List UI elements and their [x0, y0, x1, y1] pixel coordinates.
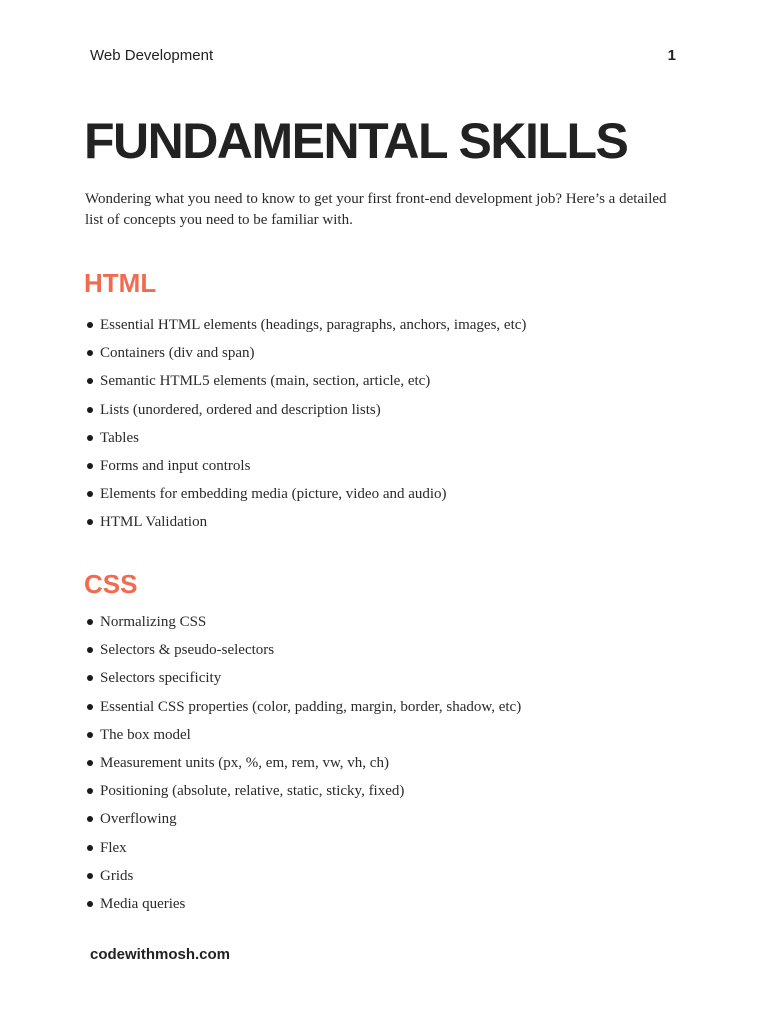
list-item-label: Media queries	[100, 895, 186, 912]
list-item	[84, 611, 521, 639]
list-item-label: Semantic HTML5 elements (main, section, article, etc)	[100, 373, 431, 390]
list-item	[84, 696, 521, 724]
bullet-icon	[87, 704, 93, 710]
bullet-icon	[87, 901, 93, 907]
list-item-label: Grids	[100, 867, 134, 884]
page-title: FUNDAMENTAL SKILLS	[84, 113, 628, 169]
list-item-label: Essential CSS properties (color, padding, margin, border, shadow, etc)	[100, 698, 522, 715]
list-item	[84, 808, 521, 836]
bullet-icon	[87, 647, 93, 653]
bullet-icon	[87, 816, 93, 822]
css-skill-list	[84, 611, 521, 921]
section-heading-css: CSS	[84, 569, 138, 599]
bullet-icon	[87, 407, 93, 413]
list-item-label: Tables	[100, 429, 139, 446]
bullet-icon	[87, 322, 93, 328]
list-item	[84, 837, 521, 865]
list-item	[84, 399, 526, 427]
list-item	[84, 893, 521, 921]
list-item-label: HTML Validation	[100, 514, 208, 531]
list-item	[84, 511, 526, 539]
list-item-label: Elements for embedding media (picture, video and audio)	[100, 486, 447, 503]
list-item	[84, 370, 526, 398]
html-skill-list	[84, 314, 526, 540]
list-item-label: Measurement units (px, %, em, rem, vw, vh, ch)	[100, 754, 389, 771]
page-number: 1	[667, 47, 676, 64]
bullet-icon	[87, 435, 93, 441]
list-item-label: Overflowing	[100, 811, 177, 828]
list-item	[84, 427, 526, 455]
list-item	[84, 865, 521, 893]
list-item-label: Containers (div and span)	[100, 345, 255, 362]
list-item	[84, 667, 521, 695]
list-item-label: Essential HTML elements (headings, paragraphs, anchors, images, etc)	[100, 317, 527, 333]
list-item-label: Flex	[100, 839, 127, 856]
bullet-icon	[87, 788, 93, 794]
bullet-icon	[87, 463, 93, 469]
list-item	[84, 342, 526, 370]
bullet-icon	[87, 675, 93, 681]
intro-paragraph: Wondering what you need to know to get your first front-end development job? Here’s a detailed list of concepts you need to be familiar with.	[85, 191, 667, 228]
bullet-icon	[87, 491, 93, 497]
section-heading-html: HTML	[84, 268, 157, 298]
bullet-icon	[87, 350, 93, 356]
list-item-label: Selectors specificity	[100, 670, 222, 687]
bullet-icon	[87, 732, 93, 738]
list-item-label: Lists (unordered, ordered and description lists)	[100, 401, 381, 418]
bullet-icon	[87, 378, 93, 384]
bullet-icon	[87, 619, 93, 625]
list-item	[84, 752, 521, 780]
list-item-label: Forms and input controls	[100, 457, 251, 474]
list-item	[84, 639, 521, 667]
list-item-label: The box model	[100, 726, 191, 743]
bullet-icon	[87, 845, 93, 851]
footer-site-link[interactable]: codewithmosh.com	[90, 946, 231, 963]
list-item	[84, 455, 526, 483]
bullet-icon	[87, 760, 93, 766]
list-item	[84, 314, 526, 342]
bullet-icon	[87, 519, 93, 525]
list-item-label: Selectors & pseudo-selectors	[100, 642, 275, 659]
bullet-icon	[87, 873, 93, 879]
list-item	[84, 724, 521, 752]
list-item	[84, 780, 521, 808]
list-item-label: Positioning (absolute, relative, static, sticky, fixed)	[100, 783, 405, 800]
list-item-label: Normalizing CSS	[100, 614, 207, 630]
header-section-label: Web Development	[90, 47, 214, 64]
list-item	[84, 483, 526, 511]
